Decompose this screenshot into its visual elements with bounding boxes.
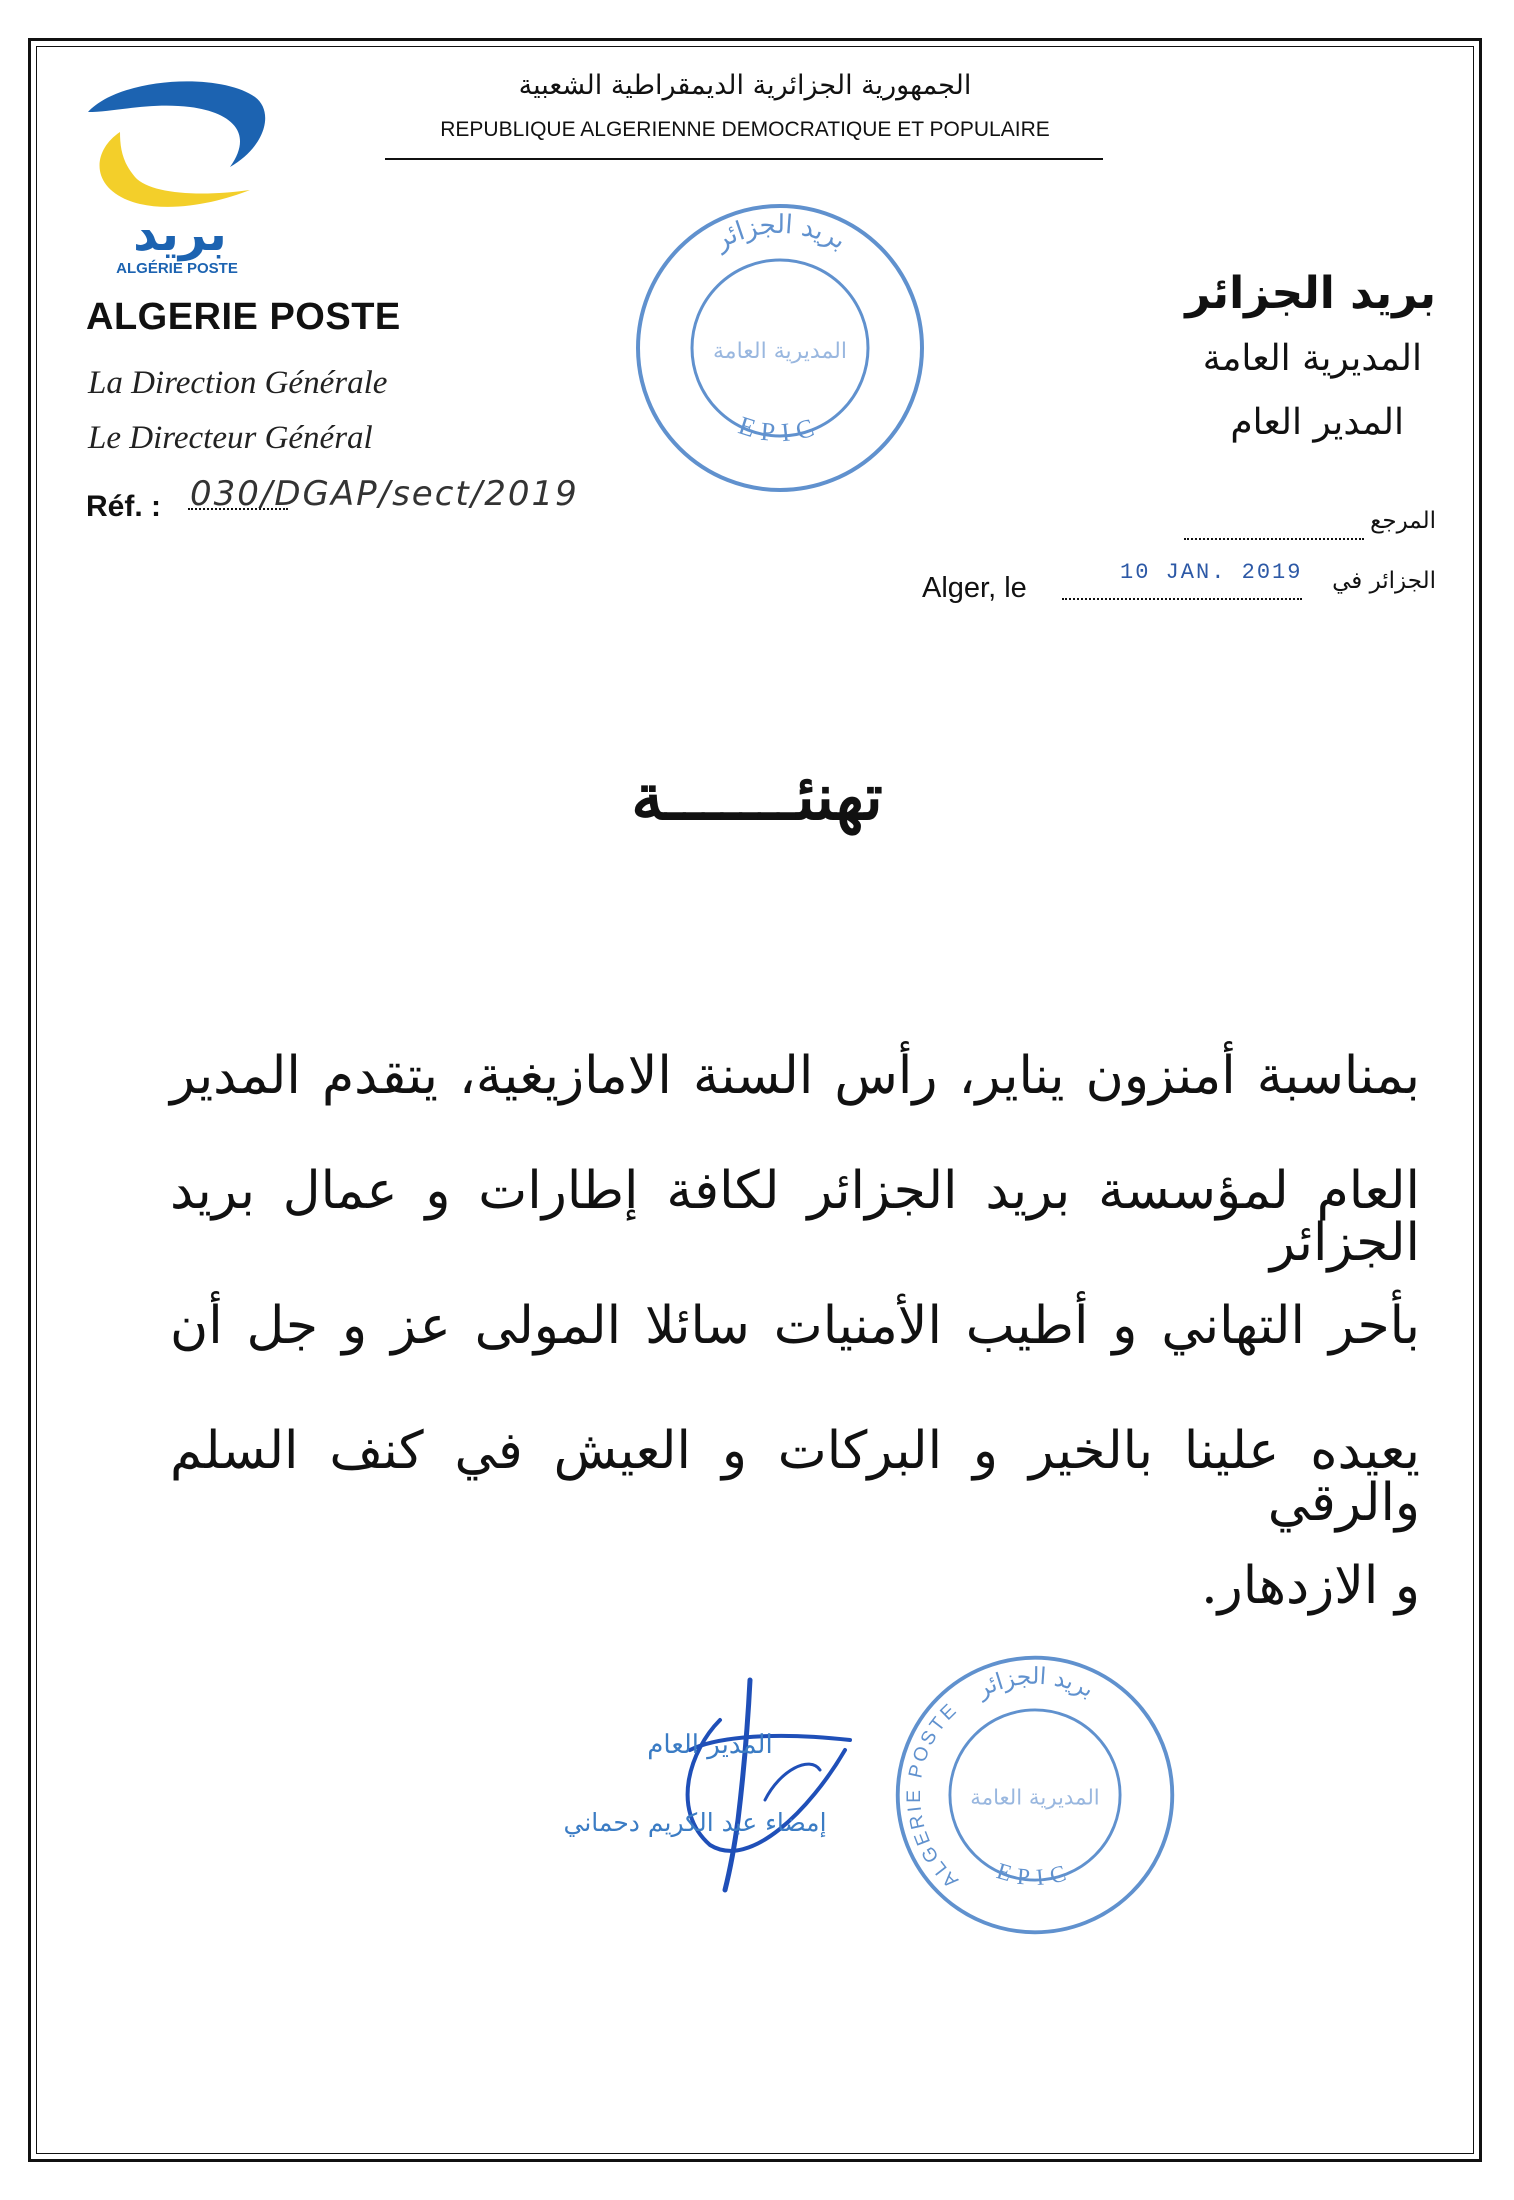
stamp-bottom-side-text: ALGERIE POSTE (904, 1698, 963, 1892)
stamp-bottom-text: EPIC (735, 410, 825, 448)
body-line-1: بمناسبة أمنزون يناير، رأس السنة الامازيغية، يتقدم المدير (170, 1046, 1420, 1106)
ref-arabic-dotted-line (1184, 516, 1364, 540)
body-line-3: بأحر التهاني و أطيب الأمنيات سائلا المولى عز و جل أن (170, 1296, 1420, 1356)
header-underline (385, 158, 1103, 160)
stamp-bottom-top-text: بريد الجزائر (972, 1662, 1099, 1704)
svg-text:بريد الجزائر (971, 1663, 1098, 1704)
svg-text:EPIC (994, 1858, 1077, 1891)
ref-label: Réf. : (86, 490, 161, 523)
org-name-arabic: بريد الجزائر (1185, 268, 1436, 319)
svg-text:EPIC (735, 411, 825, 448)
official-stamp-bottom-icon (890, 1650, 1180, 1940)
signature-icon (520, 1660, 880, 1900)
body-line-2: العام لمؤسسة بريد الجزائر لكافة إطارات و عمال بريد الجزائر (170, 1161, 1420, 1273)
stamp-top-text: بريد الجزائر (709, 209, 852, 256)
signature-title: المدير العام (647, 1730, 773, 1760)
place-date-arabic-label: الجزائر في (1332, 568, 1436, 594)
header-arabic-republic: الجمهورية الجزائرية الديمقراطية الشعبية (518, 70, 972, 101)
official-stamp-top-icon (630, 198, 930, 498)
stamp-bottom-epic-text: EPIC (993, 1858, 1077, 1892)
svg-text:ALGERIE POSTE (904, 1699, 963, 1892)
algerie-poste-logo-icon (80, 72, 280, 262)
ref-handwritten-value: 030/DGAP/sect/2019 (190, 474, 579, 514)
logo-arabic-wordmark: بريد (133, 206, 227, 262)
stamp-bottom-center-text: المديرية العامة (970, 1785, 1100, 1811)
stamp-center-text: المديرية العامة (713, 339, 847, 364)
signature-name: إمضاء عبد الكريم دحماني (563, 1808, 827, 1837)
body-line-5: و الازدهار. (1201, 1556, 1420, 1616)
ref-arabic-label: المرجع (1370, 508, 1436, 534)
director-arabic: المدير العام (1230, 402, 1404, 443)
document-title: تهنئـــــــة (631, 760, 883, 835)
directeur-general-text: Le Directeur Général (88, 420, 373, 456)
logo-caption: ALGÉRIE POSTE (116, 260, 238, 277)
date-stamp: 10 JAN. 2019 (1120, 560, 1303, 585)
direction-generale-text: La Direction Générale (88, 365, 388, 401)
place-date-french-label: Alger, le (922, 572, 1027, 604)
body-line-4: يعيده علينا بالخير و البركات و العيش في كنف السلم والرقي (170, 1421, 1420, 1533)
org-name-french: ALGERIE POSTE (86, 296, 401, 338)
header-french-republic: REPUBLIQUE ALGERIENNE DEMOCRATIQUE ET POPULAIRE (440, 118, 1050, 141)
direction-arabic: المديرية العامة (1202, 338, 1422, 379)
